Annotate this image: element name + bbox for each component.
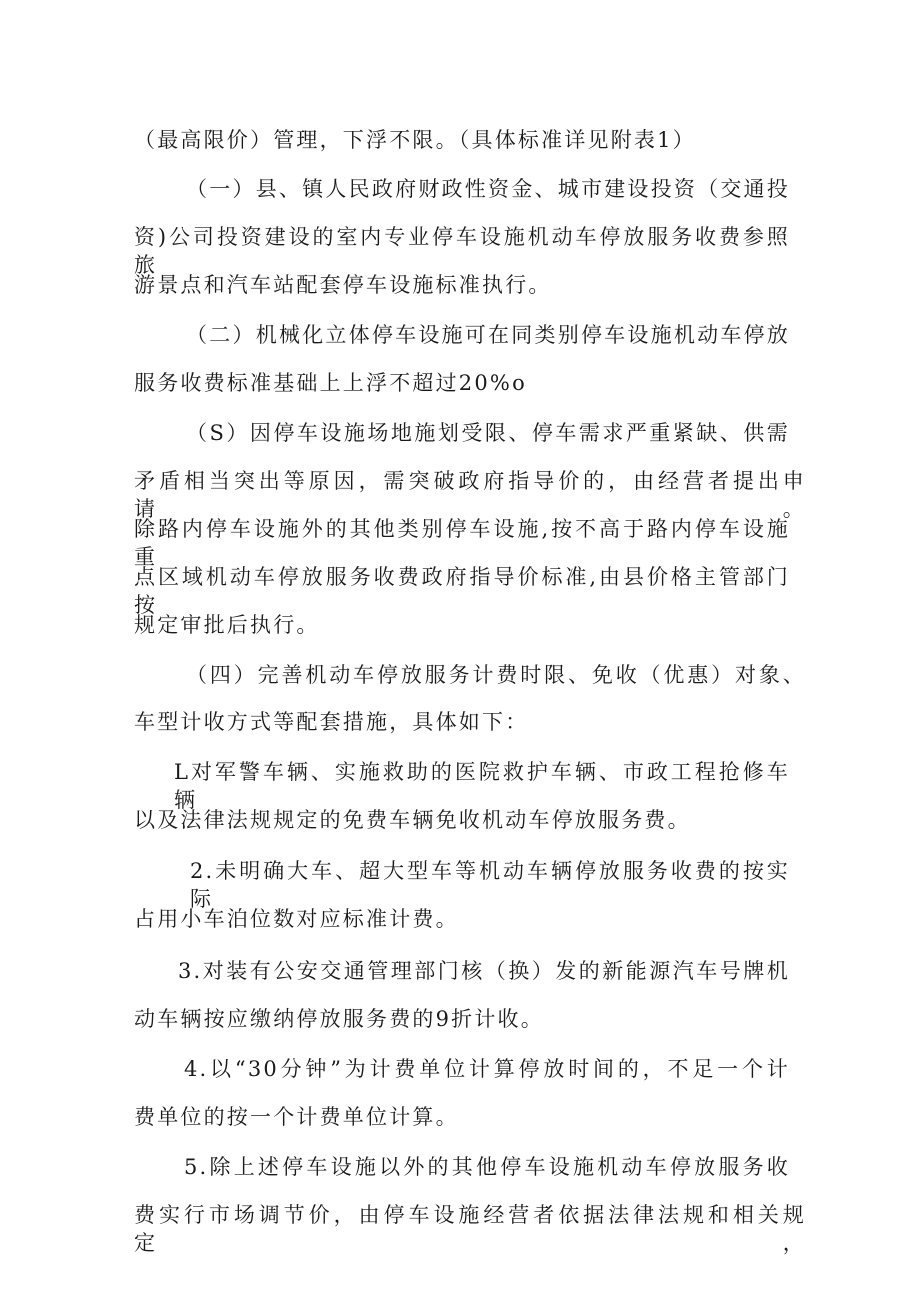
text-line: （最高限价）管理，下浮不限。（具体标准详见附表1） [134, 128, 696, 152]
text-line: （二）机械化立体停车设施可在同类别停车设施机动车停放 [186, 323, 790, 347]
text-line: 游景点和汽车站配套停车设施标准执行。 [134, 273, 552, 297]
text-line: 点区域机动车停放服务收费政府指导价标准,由县价格主管部门按 [134, 565, 790, 617]
text-line: （一）县、镇人民政府财政性资金、城市建设投资（交通投 [186, 177, 790, 201]
text-line: 3.对装有公安交通管理部门核（换）发的新能源汽车号牌机 [178, 959, 790, 983]
text-line: （四）完善机动车停放服务计费时限、免收（优惠）对象、 [186, 663, 806, 687]
text-line: （S）因停车设施场地施划受限、停车需求严重紧缺、供需 [186, 421, 790, 445]
text-line: 4.以“30分钟”为计费单位计算停放时间的，不足一个计 [184, 1057, 790, 1081]
text-line: 资)公司投资建设的室内专业停车设施机动车停放服务收费参照旅 [134, 225, 790, 277]
text-line: 费实行市场调节价，由停车设施经营者依据法律法规和相关规定， [134, 1203, 806, 1255]
text-line: 2.未明确大车、超大型车等机动车辆停放服务收费的按实际 [190, 859, 790, 911]
text-line: 动车辆按应缴纳停放服务费的9折计收。 [134, 1007, 544, 1031]
text-line: L对军警车辆、实施救助的医院救护车辆、市政工程抢修车辆 [174, 760, 790, 812]
text-line: 矛盾相当突出等原因，需突破政府指导价的，由经营者提出申请。 [134, 469, 806, 521]
text-line: 服务收费标准基础上上浮不超过20%o [134, 371, 527, 395]
text-line: 占用小车泊位数对应标准计费。 [134, 907, 459, 931]
text-line: 5.除上述停车设施以外的其他停车设施机动车停放服务收 [184, 1155, 790, 1179]
text-line: 车型计收方式等配套措施，具体如下： [134, 710, 529, 734]
text-line: 除路内停车设施外的其他类别停车设施,按不高于路内停车设施重 [134, 517, 790, 569]
text-line: 以及法律法规规定的免费车辆免收机动车停放服务费。 [134, 808, 691, 832]
text-line: 费单位的按一个计费单位计算。 [134, 1105, 459, 1129]
text-line: 规定审批后执行。 [134, 613, 320, 637]
